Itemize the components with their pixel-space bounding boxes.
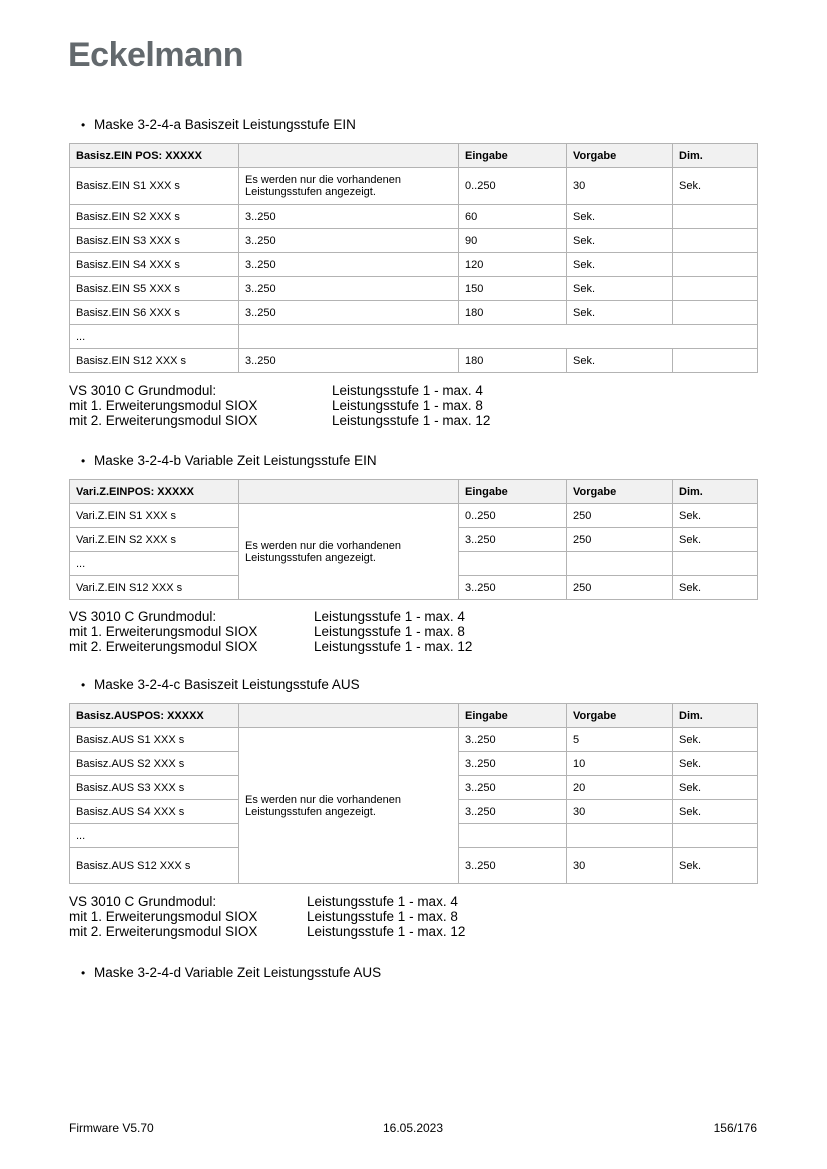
eingabe-cell: 120 (459, 253, 567, 277)
section-heading-mask-324d: • Maske 3-2-4-d Variable Zeit Leistungsstufe AUS (69, 965, 757, 981)
header-cell-eingabe: Eingabe (459, 480, 567, 504)
module-label: mit 1. Erweiterungsmodul SIOX (69, 624, 258, 639)
table-header-row (70, 144, 758, 168)
eckelmann-logo: Eckelmann (68, 36, 244, 74)
eingabe-cell: 3..250 (459, 728, 567, 752)
vorgabe-cell: Sek. (567, 253, 673, 277)
param-label-cell: Basisz.EIN S4 XXX s (70, 253, 239, 277)
section-heading-mask-324b: • Maske 3-2-4-b Variable Zeit Leistungsstufe EIN (69, 453, 757, 469)
description-cell: Es werden nur die vorhandenen Leistungsstufen angezeigt. (239, 168, 459, 205)
vorgabe-cell (567, 552, 673, 576)
param-label-cell: Basisz.EIN S6 XXX s (70, 301, 239, 325)
header-cell-mask: Basisz.EIN POS: XXXXX (70, 144, 239, 168)
range-cell: 3..250 (239, 277, 459, 301)
range-cell: 3..250 (239, 205, 459, 229)
dim-cell (673, 253, 758, 277)
module-info-row (69, 639, 757, 654)
vorgabe-cell: 30 (567, 800, 673, 824)
param-label-cell: ... (70, 325, 239, 349)
eingabe-cell: 90 (459, 229, 567, 253)
vorgabe-cell: 30 (567, 848, 673, 884)
page-content (69, 0, 757, 981)
param-label-cell: Basisz.EIN S12 XXX s (70, 349, 239, 373)
module-info-block (69, 383, 757, 428)
module-label: VS 3010 C Grundmodul: (69, 609, 217, 624)
module-info-row (69, 924, 757, 939)
header-cell-dim: Dim. (673, 480, 758, 504)
eingabe-cell: 0..250 (459, 504, 567, 528)
header-cell-empty (239, 144, 459, 168)
dim-cell (673, 205, 758, 229)
module-info-row (69, 624, 757, 639)
dim-cell: Sek. (673, 752, 758, 776)
parameter-table-variz-ein (69, 479, 758, 600)
footer-firmware-version: Firmware V5.70 (69, 1121, 154, 1135)
dim-cell (673, 552, 758, 576)
header-cell-vorgabe: Vorgabe (567, 144, 673, 168)
eingabe-cell: 3..250 (459, 576, 567, 600)
dim-cell: Sek. (673, 504, 758, 528)
header-cell-empty (239, 704, 459, 728)
param-label-cell: Basisz.AUS S4 XXX s (70, 800, 239, 824)
module-info-row (69, 383, 757, 398)
param-label-cell: Basisz.AUS S12 XXX s (70, 848, 239, 884)
footer-date: 16.05.2023 (382, 1121, 444, 1135)
table-row (70, 168, 758, 205)
header-cell-dim: Dim. (673, 704, 758, 728)
vorgabe-cell: Sek. (567, 277, 673, 301)
table-row (70, 301, 758, 325)
table-row (70, 205, 758, 229)
table-header-row (70, 704, 758, 728)
module-value: Leistungsstufe 1 - max. 8 (307, 909, 458, 924)
module-info-row (69, 398, 757, 413)
param-label-cell: Vari.Z.EIN S2 XXX s (70, 528, 239, 552)
page-footer (69, 1121, 757, 1135)
header-cell-eingabe: Eingabe (459, 144, 567, 168)
empty-span-cell (239, 325, 758, 349)
header-cell-vorgabe: Vorgabe (567, 704, 673, 728)
range-cell: 3..250 (239, 253, 459, 277)
param-label-cell: Vari.Z.EIN S12 XXX s (70, 576, 239, 600)
module-value: Leistungsstufe 1 - max. 8 (314, 624, 465, 639)
table-row (70, 277, 758, 301)
table-row (70, 253, 758, 277)
dim-cell (673, 277, 758, 301)
description-cell: Es werden nur die vorhandenen Leistungsstufen angezeigt. (239, 504, 459, 600)
module-info-block (69, 609, 757, 654)
module-label: mit 2. Erweiterungsmodul SIOX (69, 924, 258, 939)
eingabe-cell: 180 (459, 349, 567, 373)
eingabe-cell: 180 (459, 301, 567, 325)
dim-cell: Sek. (673, 168, 758, 205)
table-row (70, 504, 758, 528)
vorgabe-cell: Sek. (567, 349, 673, 373)
parameter-table-basisz-aus (69, 703, 758, 884)
table-row (70, 349, 758, 373)
module-value: Leistungsstufe 1 - max. 4 (314, 609, 465, 624)
vorgabe-cell: 5 (567, 728, 673, 752)
eingabe-cell: 3..250 (459, 848, 567, 884)
parameter-table-basisz-ein (69, 143, 758, 373)
eingabe-cell: 150 (459, 277, 567, 301)
header-cell-vorgabe: Vorgabe (567, 480, 673, 504)
module-label: mit 1. Erweiterungsmodul SIOX (69, 909, 258, 924)
module-value: Leistungsstufe 1 - max. 12 (314, 639, 473, 654)
module-label: mit 2. Erweiterungsmodul SIOX (69, 639, 258, 654)
dim-cell: Sek. (673, 800, 758, 824)
param-label-cell: Basisz.AUS S2 XXX s (70, 752, 239, 776)
table-row (70, 229, 758, 253)
description-cell: Es werden nur die vorhandenen Leistungsstufen angezeigt. (239, 728, 459, 884)
param-label-cell: Basisz.AUS S3 XXX s (70, 776, 239, 800)
dim-cell (673, 824, 758, 848)
param-label-cell: Basisz.EIN S1 XXX s (70, 168, 239, 205)
dim-cell: Sek. (673, 576, 758, 600)
dim-cell: Sek. (673, 848, 758, 884)
dim-cell: Sek. (673, 776, 758, 800)
header-cell-eingabe: Eingabe (459, 704, 567, 728)
dim-cell: Sek. (673, 728, 758, 752)
vorgabe-cell: 250 (567, 576, 673, 600)
module-info-row (69, 413, 757, 428)
module-info-row (69, 909, 757, 924)
module-value: Leistungsstufe 1 - max. 12 (307, 924, 466, 939)
vorgabe-cell: 250 (567, 504, 673, 528)
dim-cell (673, 229, 758, 253)
module-value: Leistungsstufe 1 - max. 8 (332, 398, 483, 413)
module-value: Leistungsstufe 1 - max. 12 (332, 413, 491, 428)
vorgabe-cell (567, 824, 673, 848)
param-label-cell: Basisz.AUS S1 XXX s (70, 728, 239, 752)
dim-cell (673, 349, 758, 373)
eingabe-cell (459, 824, 567, 848)
dim-cell: Sek. (673, 528, 758, 552)
table-header-row (70, 480, 758, 504)
module-value: Leistungsstufe 1 - max. 4 (307, 894, 458, 909)
param-label-cell: ... (70, 552, 239, 576)
section-heading-mask-324a: • Maske 3-2-4-a Basiszeit Leistungsstufe EIN (69, 117, 757, 133)
param-label-cell: Basisz.EIN S5 XXX s (70, 277, 239, 301)
param-label-cell: ... (70, 824, 239, 848)
module-info-row (69, 609, 757, 624)
eingabe-cell: 3..250 (459, 776, 567, 800)
footer-page-number: 156/176 (713, 1121, 757, 1135)
eingabe-cell: 60 (459, 205, 567, 229)
module-label: mit 2. Erweiterungsmodul SIOX (69, 413, 258, 428)
param-label-cell: Vari.Z.EIN S1 XXX s (70, 504, 239, 528)
vorgabe-cell: 20 (567, 776, 673, 800)
vorgabe-cell: Sek. (567, 229, 673, 253)
section-heading-mask-324c: • Maske 3-2-4-c Basiszeit Leistungsstufe AUS (69, 677, 757, 693)
vorgabe-cell: 10 (567, 752, 673, 776)
vorgabe-cell: Sek. (567, 301, 673, 325)
header-cell-mask: Vari.Z.EINPOS: XXXXX (70, 480, 239, 504)
eingabe-cell: 3..250 (459, 752, 567, 776)
module-label: mit 1. Erweiterungsmodul SIOX (69, 398, 258, 413)
eingabe-cell (459, 552, 567, 576)
module-label: VS 3010 C Grundmodul: (69, 383, 217, 398)
eingabe-cell: 0..250 (459, 168, 567, 205)
param-label-cell: Basisz.EIN S2 XXX s (70, 205, 239, 229)
eingabe-cell: 3..250 (459, 528, 567, 552)
range-cell: 3..250 (239, 349, 459, 373)
table-row (70, 728, 758, 752)
table-row-ellipsis (70, 325, 758, 349)
vorgabe-cell: 30 (567, 168, 673, 205)
param-label-cell: Basisz.EIN S3 XXX s (70, 229, 239, 253)
vorgabe-cell: Sek. (567, 205, 673, 229)
dim-cell (673, 301, 758, 325)
range-cell: 3..250 (239, 301, 459, 325)
module-info-row (69, 894, 757, 909)
eingabe-cell: 3..250 (459, 800, 567, 824)
range-cell: 3..250 (239, 229, 459, 253)
module-label: VS 3010 C Grundmodul: (69, 894, 217, 909)
module-info-block (69, 894, 757, 939)
header-cell-dim: Dim. (673, 144, 758, 168)
header-cell-empty (239, 480, 459, 504)
vorgabe-cell: 250 (567, 528, 673, 552)
header-cell-mask: Basisz.AUSPOS: XXXXX (70, 704, 239, 728)
module-value: Leistungsstufe 1 - max. 4 (332, 383, 483, 398)
